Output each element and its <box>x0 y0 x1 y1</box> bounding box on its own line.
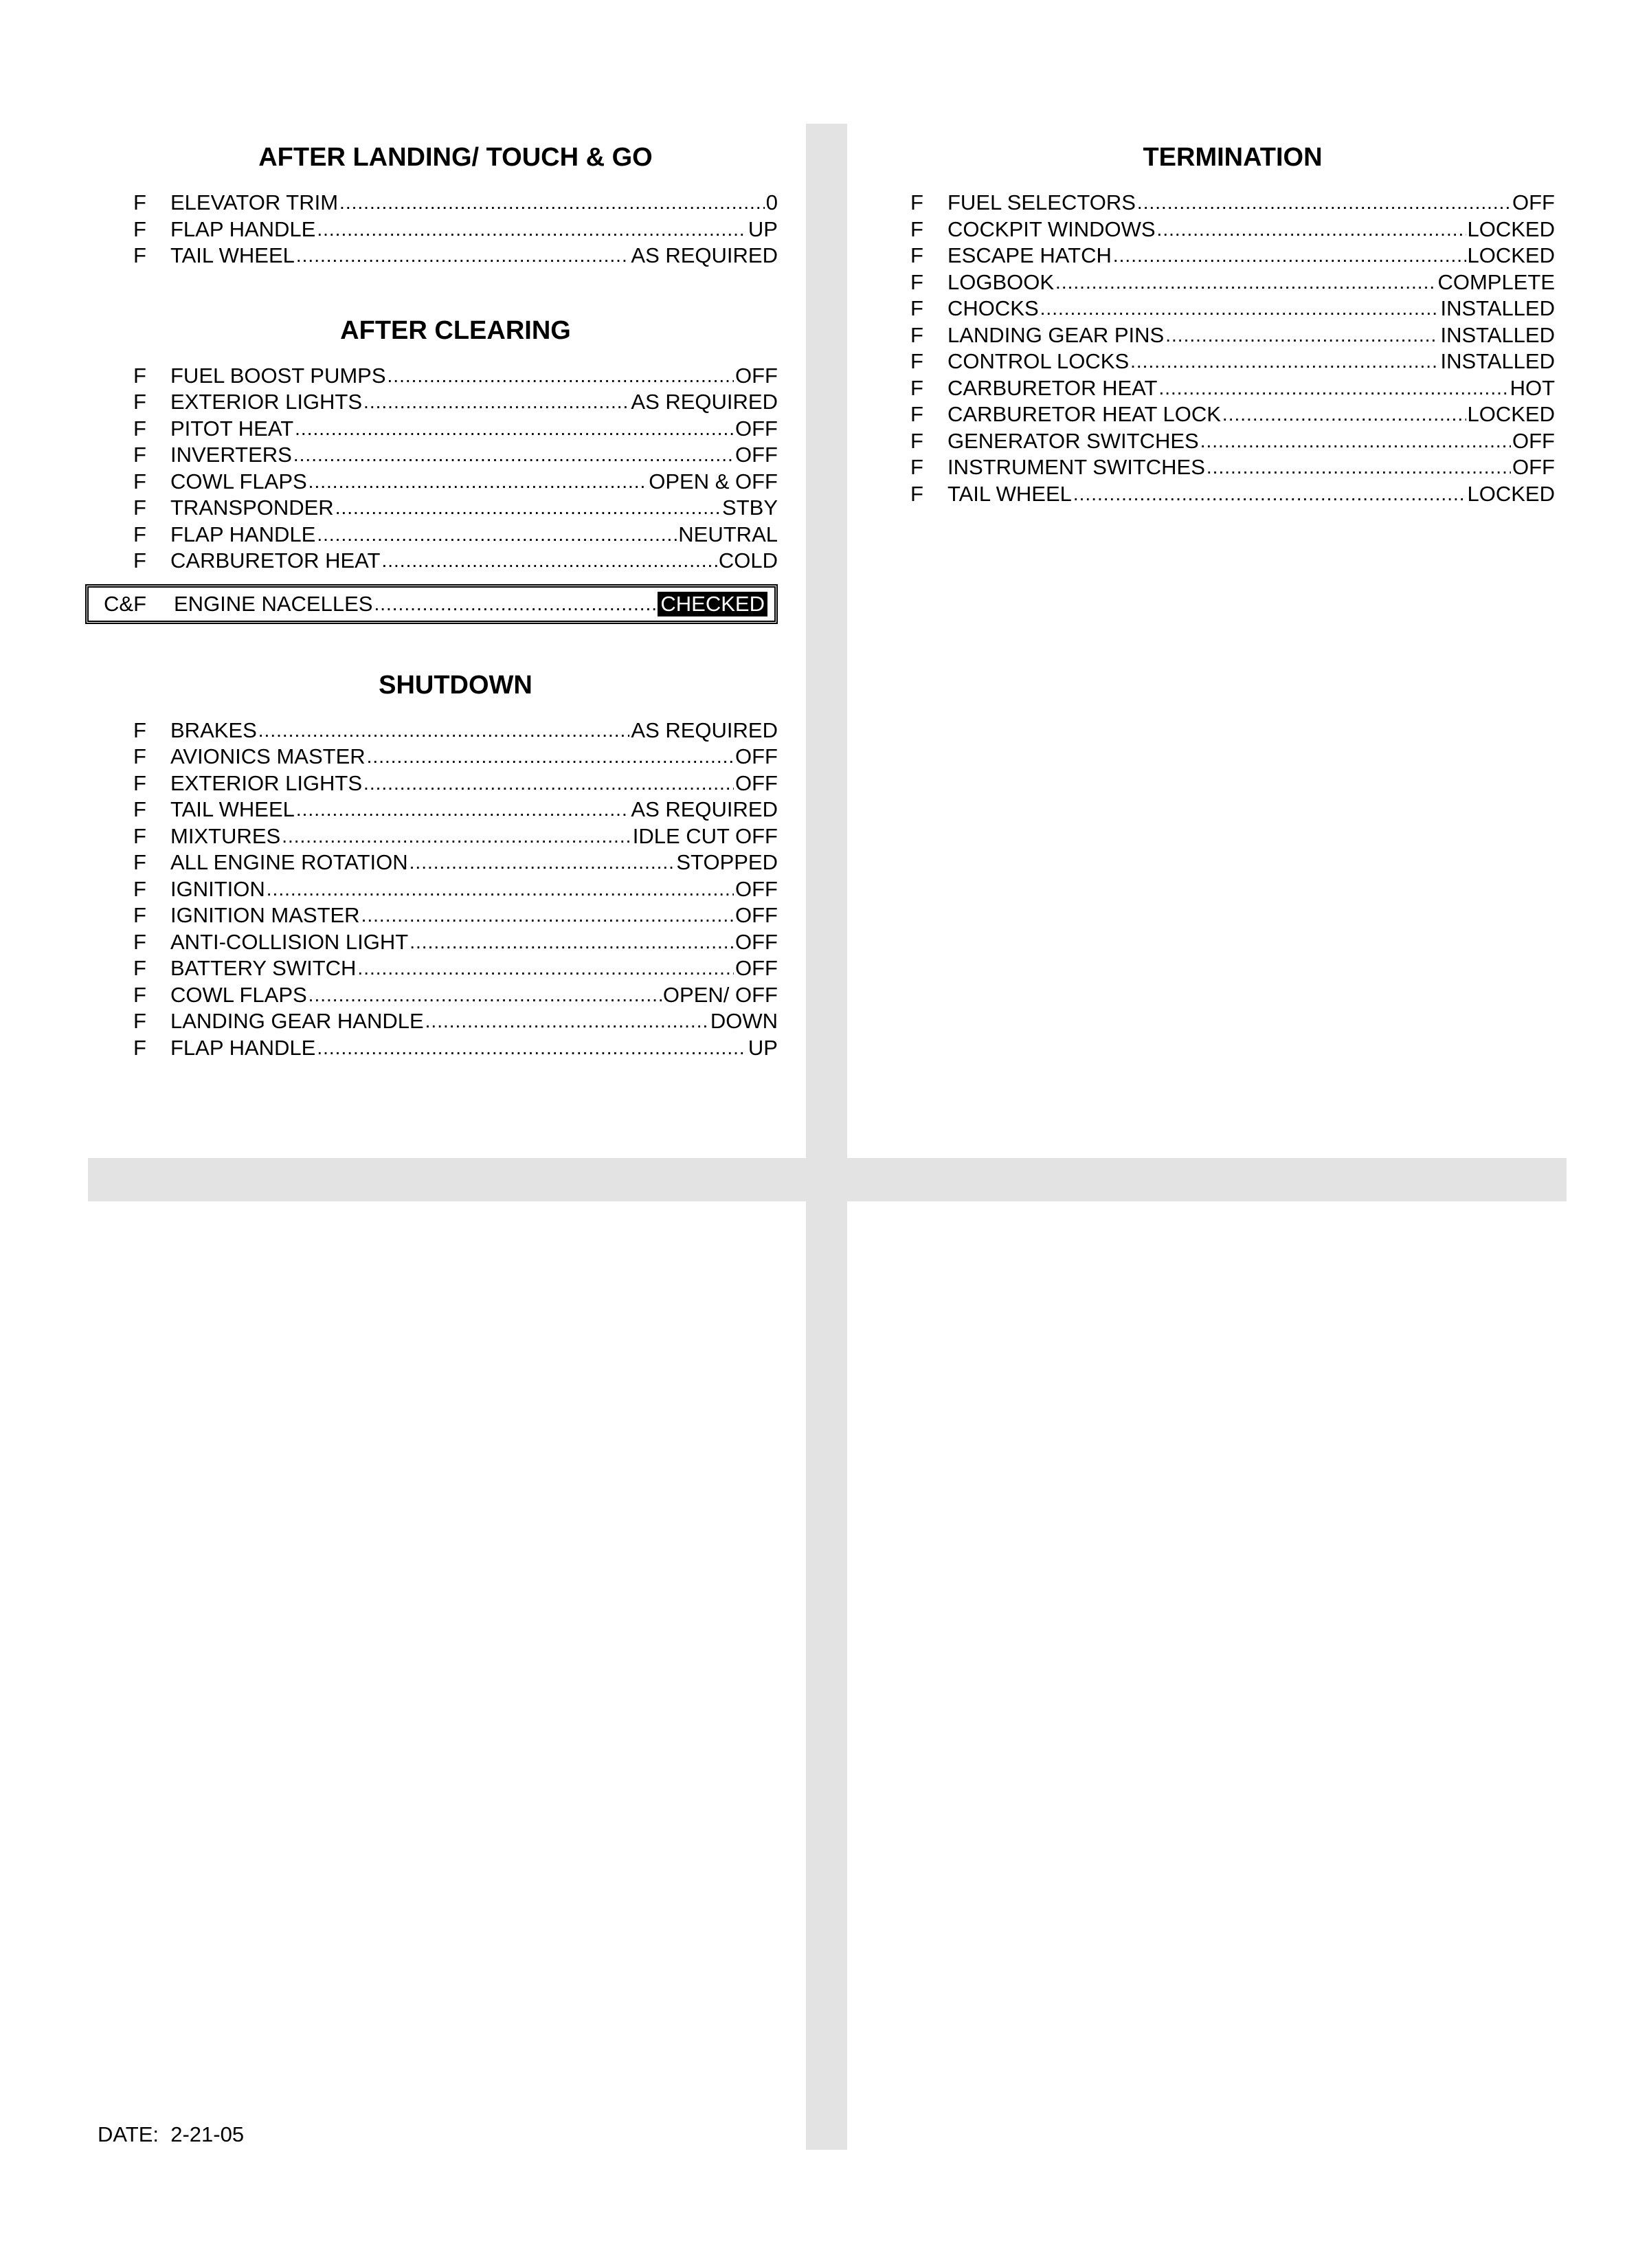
leader-dots <box>363 770 734 797</box>
item-code: F <box>133 1035 146 1060</box>
checklist-row <box>133 495 778 522</box>
item-value: OFF <box>735 363 778 388</box>
checklist-row <box>133 243 778 269</box>
leader-dots <box>381 548 717 574</box>
right-column <box>910 139 1555 550</box>
checklist-row <box>910 269 1555 296</box>
checklist-row <box>910 348 1555 375</box>
checklist-row <box>133 770 778 797</box>
item-label: TAIL WHEEL <box>170 797 295 822</box>
checklist-row <box>910 454 1555 481</box>
item-value: AS REQUIRED <box>631 718 778 742</box>
item-value: INSTALLED <box>1440 349 1555 374</box>
item-label: BATTERY SWITCH <box>170 956 357 981</box>
item-value: INSTALLED <box>1440 322 1555 347</box>
item-value: UP <box>748 216 778 241</box>
leader-dots <box>309 469 648 495</box>
item-code: F <box>910 375 923 400</box>
leader-dots <box>363 389 629 415</box>
leader-dots <box>317 1035 747 1061</box>
leader-dots <box>357 955 734 981</box>
section-after-landing <box>133 139 778 269</box>
item-label: AVIONICS MASTER <box>170 744 366 769</box>
item-value: LOCKED <box>1467 216 1555 241</box>
item-label: FUEL BOOST PUMPS <box>170 363 386 388</box>
item-code: F <box>133 1009 146 1034</box>
item-value: OFF <box>1512 190 1555 215</box>
checklist-row <box>133 744 778 770</box>
checklist-row <box>133 442 778 469</box>
leader-dots <box>1207 454 1511 480</box>
item-label: TRANSPONDER <box>170 496 334 520</box>
item-code: F <box>133 876 146 901</box>
item-label: LOGBOOK <box>947 269 1055 294</box>
item-value: LOCKED <box>1467 402 1555 427</box>
item-code: F <box>133 744 146 769</box>
item-label: TAIL WHEEL <box>947 481 1072 506</box>
item-label: BRAKES <box>170 718 257 742</box>
leader-dots <box>296 797 630 823</box>
item-code: F <box>910 455 923 480</box>
leader-dots <box>296 243 630 269</box>
checklist-row <box>133 522 778 548</box>
checklist-row <box>133 469 778 496</box>
leader-dots <box>1165 322 1439 348</box>
item-value: OFF <box>735 903 778 928</box>
section-title: SHUTDOWN <box>379 670 532 700</box>
checklist-row <box>133 1035 778 1062</box>
leader-dots <box>1157 216 1466 243</box>
item-code: F <box>133 956 146 981</box>
leader-dots <box>1158 375 1508 401</box>
section-title: TERMINATION <box>1143 143 1323 172</box>
checklist-row <box>910 216 1555 243</box>
item-value: 0 <box>765 190 778 215</box>
item-value: OPEN & OFF <box>649 469 778 493</box>
leader-dots <box>282 823 631 849</box>
item-code: F <box>133 903 146 928</box>
item-label: LANDING GEAR HANDLE <box>170 1009 424 1034</box>
checklist-row <box>133 955 778 982</box>
leader-dots <box>1200 428 1511 454</box>
checklist-row <box>133 902 778 929</box>
item-code: F <box>133 243 146 268</box>
item-label: COWL FLAPS <box>170 469 307 493</box>
item-label: CARBURETOR HEAT <box>170 548 381 573</box>
item-code: F <box>910 243 923 268</box>
item-code: F <box>133 496 146 520</box>
item-code: F <box>910 349 923 374</box>
item-value: UP <box>748 1035 778 1060</box>
left-column <box>104 139 778 1104</box>
horizontal-divider <box>88 1158 1567 1201</box>
section-termination <box>910 139 1555 507</box>
item-value: OFF <box>735 876 778 901</box>
item-label: ELEVATOR TRIM <box>170 190 339 215</box>
checklist-row <box>133 718 778 744</box>
checklist-row <box>910 481 1555 508</box>
leader-dots <box>425 1008 709 1034</box>
item-label: CARBURETOR HEAT <box>947 375 1158 400</box>
checklist-items <box>104 363 778 624</box>
item-value: NEUTRAL <box>678 522 778 546</box>
leader-dots <box>410 849 675 876</box>
item-value: OPEN/ OFF <box>662 982 778 1007</box>
item-label: CONTROL LOCKS <box>947 349 1130 374</box>
item-value: LOCKED <box>1467 481 1555 506</box>
item-value: OFF <box>735 770 778 795</box>
item-label: INSTRUMENT SWITCHES <box>947 455 1205 480</box>
checklist-row <box>910 375 1555 402</box>
checklist-row <box>133 389 778 416</box>
checklist-row <box>910 243 1555 269</box>
leader-dots <box>335 495 721 521</box>
item-value: AS REQUIRED <box>631 797 778 822</box>
section-after-clearing <box>104 312 778 624</box>
checklist-row <box>133 982 778 1009</box>
leader-dots <box>258 718 630 744</box>
item-code: F <box>133 850 146 875</box>
item-code: F <box>910 216 923 241</box>
item-value: AS REQUIRED <box>631 243 778 268</box>
leader-dots <box>1055 269 1436 296</box>
item-label: EXTERIOR LIGHTS <box>170 770 363 795</box>
item-value: AS REQUIRED <box>631 390 778 414</box>
item-code: F <box>133 216 146 241</box>
leader-dots <box>1130 348 1439 375</box>
item-code: F <box>133 522 146 546</box>
item-code: F <box>910 481 923 506</box>
item-label: FLAP HANDLE <box>170 216 316 241</box>
item-code: F <box>133 982 146 1007</box>
section-shutdown <box>133 667 778 1062</box>
item-value: OFF <box>1512 455 1555 480</box>
item-code: F <box>910 322 923 347</box>
item-label: CARBURETOR HEAT LOCK <box>947 402 1221 427</box>
item-code: C&F <box>104 591 146 616</box>
leader-dots <box>295 416 734 442</box>
item-value: DOWN <box>710 1009 778 1034</box>
leader-dots <box>339 190 765 216</box>
leader-dots <box>1040 296 1439 322</box>
leader-dots <box>309 982 662 1008</box>
item-label: FUEL SELECTORS <box>947 190 1136 215</box>
item-label: IGNITION <box>170 876 265 901</box>
item-code: F <box>133 390 146 414</box>
section-title: AFTER LANDING/ TOUCH & GO <box>258 143 653 172</box>
item-code: F <box>910 190 923 215</box>
item-label: IGNITION MASTER <box>170 903 360 928</box>
highlighted-value: CHECKED <box>658 592 767 616</box>
item-value: COMPLETE <box>1437 269 1555 294</box>
leader-dots <box>1222 401 1466 427</box>
item-code: F <box>133 190 146 215</box>
section-title: AFTER CLEARING <box>340 315 571 345</box>
checklist-row <box>133 823 778 850</box>
item-label: EXTERIOR LIGHTS <box>170 390 363 414</box>
item-label: INVERTERS <box>170 443 292 467</box>
item-code: F <box>910 428 923 453</box>
leader-dots <box>317 522 677 548</box>
item-label: FLAP HANDLE <box>170 1035 316 1060</box>
checklist-row <box>133 1008 778 1035</box>
checklist-row <box>133 849 778 876</box>
item-value: OFF <box>735 416 778 441</box>
item-label: ALL ENGINE ROTATION <box>170 850 408 875</box>
item-code: F <box>910 296 923 321</box>
checklist-row <box>133 929 778 956</box>
leader-dots <box>293 442 734 468</box>
checklist-row <box>910 401 1555 428</box>
item-label: LANDING GEAR PINS <box>947 322 1165 347</box>
leader-dots <box>410 929 734 955</box>
item-code: F <box>133 548 146 573</box>
item-label: ANTI-COLLISION LIGHT <box>170 929 409 954</box>
item-value: INSTALLED <box>1440 296 1555 321</box>
leader-dots <box>267 876 734 902</box>
boxed-checklist-row <box>85 584 778 624</box>
checklist-row <box>133 548 778 575</box>
item-value: LOCKED <box>1467 243 1555 268</box>
item-value: STBY <box>722 496 778 520</box>
item-value: OFF <box>735 744 778 769</box>
page-footer-date <box>98 2122 244 2147</box>
item-code: F <box>910 402 923 427</box>
item-value: IDLE CUT OFF <box>632 823 778 848</box>
item-value: HOT <box>1510 375 1555 400</box>
item-label: MIXTURES <box>170 823 281 848</box>
leader-dots <box>388 363 734 389</box>
item-value: STOPPED <box>676 850 778 875</box>
vertical-divider <box>806 124 847 2150</box>
item-code: F <box>133 469 146 493</box>
item-code: F <box>133 797 146 822</box>
checklist-row <box>910 322 1555 349</box>
item-code: F <box>133 823 146 848</box>
item-value: OFF <box>735 443 778 467</box>
leader-dots <box>1137 190 1511 216</box>
checklist-row <box>133 216 778 243</box>
checklist-row <box>133 190 778 216</box>
item-label: CHOCKS <box>947 296 1039 321</box>
item-label: ESCAPE HATCH <box>947 243 1112 268</box>
item-label: TAIL WHEEL <box>170 243 295 268</box>
item-code: F <box>133 718 146 742</box>
item-value: OFF <box>1512 428 1555 453</box>
checklist-row <box>133 416 778 443</box>
item-code: F <box>133 363 146 388</box>
date-label: DATE: <box>98 2122 159 2146</box>
leader-dots <box>374 593 656 615</box>
item-value: OFF <box>735 956 778 981</box>
leader-dots <box>1113 243 1466 269</box>
item-label: COCKPIT WINDOWS <box>947 216 1156 241</box>
checklist-row <box>133 363 778 390</box>
leader-dots <box>361 902 734 929</box>
item-code: F <box>133 929 146 954</box>
item-label: COWL FLAPS <box>170 982 307 1007</box>
item-code: F <box>133 443 146 467</box>
date-value: 2-21-05 <box>170 2122 245 2146</box>
item-code: F <box>133 416 146 441</box>
checklist-items <box>133 190 778 269</box>
item-label: GENERATOR SWITCHES <box>947 428 1199 453</box>
checklist-items <box>133 718 778 1062</box>
checklist-row <box>910 190 1555 216</box>
checklist-row <box>133 797 778 823</box>
item-value: OFF <box>735 929 778 954</box>
item-label: ENGINE NACELLES <box>174 591 373 616</box>
leader-dots <box>317 216 747 243</box>
leader-dots <box>367 744 734 770</box>
checklist-row <box>133 876 778 903</box>
item-code: F <box>910 269 923 294</box>
checklist-items <box>910 190 1555 507</box>
item-label: FLAP HANDLE <box>170 522 316 546</box>
item-label: PITOT HEAT <box>170 416 294 441</box>
leader-dots <box>1073 481 1466 507</box>
item-code: F <box>133 770 146 795</box>
checklist-row <box>910 428 1555 455</box>
item-value: COLD <box>718 548 778 573</box>
checklist-row <box>910 296 1555 322</box>
